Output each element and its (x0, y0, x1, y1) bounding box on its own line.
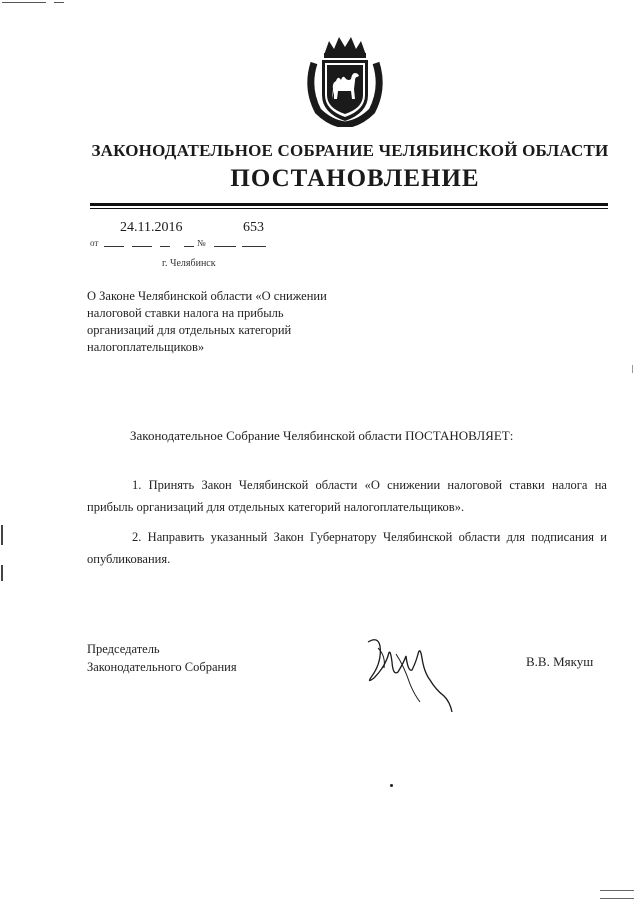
document-number: 653 (243, 220, 264, 235)
header-rule (90, 208, 608, 209)
scan-mark (632, 365, 633, 373)
blank-line (160, 246, 170, 247)
blank-line (184, 246, 194, 247)
signatory-name: В.В. Мякуш (526, 654, 594, 669)
blank-line (132, 246, 152, 247)
document-date: 24.11.2016 (120, 220, 183, 235)
paragraph-1: 1. Принять Закон Челябинской области «О снижении налоговой ставки налога на прибыль организаций для отдельных категорий налогоплательщиков». (87, 478, 607, 514)
handwritten-signature (360, 632, 460, 718)
preamble: Законодательное Собрание Челябинской области ПОСТАНОВЛЯЕТ: (130, 428, 514, 443)
scan-mark (1, 565, 3, 581)
scan-mark (54, 2, 64, 3)
organization-name: ЗАКОНОДАТЕЛЬНОЕ СОБРАНИЕ ЧЕЛЯБИНСКОЙ ОБЛАСТИ (91, 141, 609, 160)
header-rule (90, 203, 608, 206)
document-title: ПОСТАНОВЛЕНИЕ (230, 165, 480, 192)
paragraph-2: 2. Направить указанный Закон Губернатору Челябинской области для подписания и опубликования. (87, 530, 607, 566)
number-prefix: № (197, 238, 206, 248)
document-subject: О Законе Челябинской области «О снижении налоговой ставки налога на прибыль организаций для отдельных категорий налогоплательщиков» (87, 289, 327, 354)
signatory-position-line2: Законодательного Собрания (87, 660, 237, 674)
coat-of-arms-icon (304, 33, 386, 127)
scan-speck (390, 784, 393, 787)
scan-mark (600, 890, 634, 891)
signatory-position (87, 640, 237, 676)
scan-mark (2, 2, 46, 3)
scan-mark (1, 525, 3, 545)
signatory-position-line1: Председатель (87, 642, 160, 656)
city: г. Челябинск (162, 258, 216, 269)
blank-line (242, 246, 266, 247)
blank-line (214, 246, 236, 247)
blank-line (104, 246, 124, 247)
scan-mark (600, 898, 634, 899)
date-prefix: от (90, 238, 99, 248)
